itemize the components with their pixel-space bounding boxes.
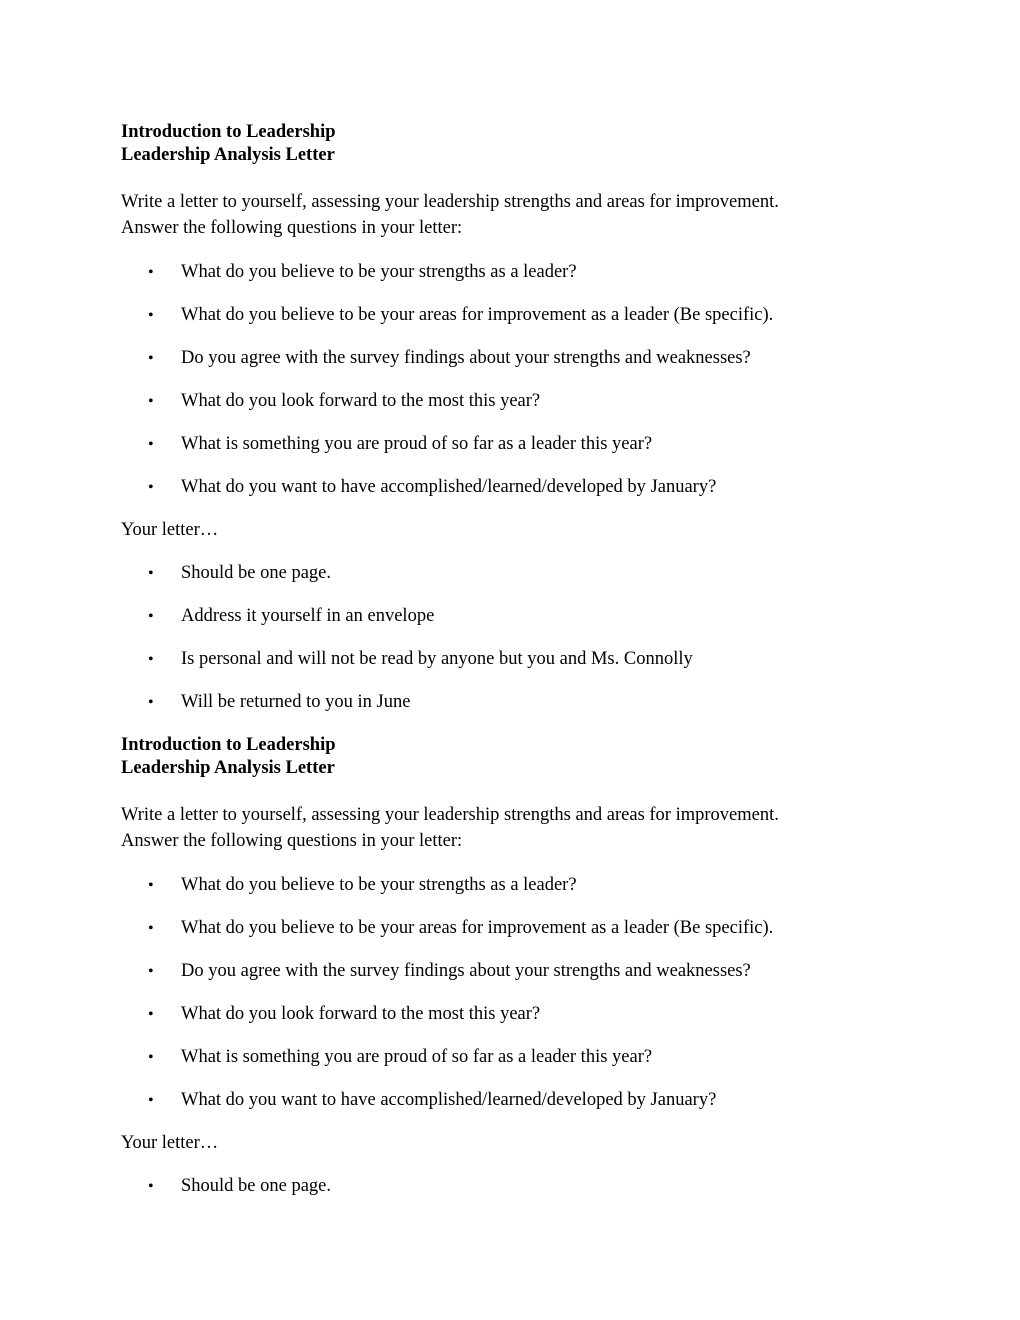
question-text: What do you want to have accomplished/learned/developed by January? [181, 477, 717, 497]
list-item [121, 691, 881, 714]
questions-list [121, 874, 881, 1112]
section-title: Introduction to Leadership [121, 122, 336, 142]
bullet-icon: • [148, 877, 154, 894]
list-item [121, 261, 881, 284]
instructions-paragraph [121, 189, 881, 241]
bullet-icon: • [148, 436, 154, 453]
list-item [121, 1089, 881, 1112]
list-item [121, 347, 881, 370]
bullet-icon: • [148, 1092, 154, 1109]
question-text: What do you look forward to the most this year? [181, 391, 541, 411]
list-item [121, 1175, 881, 1198]
bullet-icon: • [148, 1006, 154, 1023]
bullet-icon: • [148, 393, 154, 410]
instructions-line-2: Answer the following questions in your letter: [121, 831, 463, 851]
bullet-icon: • [148, 307, 154, 324]
list-item [121, 304, 881, 327]
instructions-line-1: Write a letter to yourself, assessing your leadership strengths and areas for improvement. [121, 192, 779, 212]
requirement-text: Address it yourself in an envelope [181, 606, 435, 626]
question-text: What do you believe to be your areas for improvement as a leader (Be specific). [181, 305, 774, 325]
list-item [121, 476, 881, 499]
bullet-icon: • [148, 694, 154, 711]
requirements-list [121, 1175, 881, 1198]
list-item [121, 648, 881, 671]
question-text: What do you want to have accomplished/learned/developed by January? [181, 1090, 717, 1110]
question-text: What is something you are proud of so far as a leader this year? [181, 1047, 653, 1067]
question-text: Do you agree with the survey findings about your strengths and weaknesses? [181, 961, 751, 981]
bullet-icon: • [148, 963, 154, 980]
question-text: What is something you are proud of so far as a leader this year? [181, 434, 653, 454]
bullet-icon: • [148, 1049, 154, 1066]
your-letter-label: Your letter… [121, 520, 219, 540]
question-text: Do you agree with the survey findings about your strengths and weaknesses? [181, 348, 751, 368]
bullet-icon: • [148, 1178, 154, 1195]
requirements-list [121, 562, 881, 714]
list-item [121, 433, 881, 456]
list-item [121, 960, 881, 983]
instructions-paragraph [121, 802, 881, 854]
letter-section-2 [121, 734, 881, 1198]
section-title: Introduction to Leadership [121, 735, 336, 755]
list-item [121, 1003, 881, 1026]
question-text: What do you believe to be your strengths as a leader? [181, 262, 577, 282]
list-item [121, 917, 881, 940]
section-subtitle: Leadership Analysis Letter [121, 758, 335, 778]
requirement-text: Is personal and will not be read by anyone but you and Ms. Connolly [181, 649, 693, 669]
instructions-line-1: Write a letter to yourself, assessing your leadership strengths and areas for improvement. [121, 805, 779, 825]
bullet-icon: • [148, 651, 154, 668]
bullet-icon: • [148, 608, 154, 625]
requirement-text: Should be one page. [181, 1176, 332, 1196]
document-page [121, 121, 881, 1198]
questions-list [121, 261, 881, 499]
list-item [121, 1046, 881, 1069]
your-letter-label: Your letter… [121, 1133, 219, 1153]
requirement-text: Should be one page. [181, 563, 332, 583]
section-subtitle: Leadership Analysis Letter [121, 145, 335, 165]
bullet-icon: • [148, 350, 154, 367]
bullet-icon: • [148, 264, 154, 281]
letter-section-1 [121, 121, 881, 714]
question-text: What do you look forward to the most this year? [181, 1004, 541, 1024]
bullet-icon: • [148, 479, 154, 496]
question-text: What do you believe to be your strengths as a leader? [181, 875, 577, 895]
list-item [121, 874, 881, 897]
instructions-line-2: Answer the following questions in your letter: [121, 218, 463, 238]
list-item [121, 562, 881, 585]
bullet-icon: • [148, 920, 154, 937]
requirement-text: Will be returned to you in June [181, 692, 411, 712]
list-item [121, 605, 881, 628]
bullet-icon: • [148, 565, 154, 582]
question-text: What do you believe to be your areas for improvement as a leader (Be specific). [181, 918, 774, 938]
list-item [121, 390, 881, 413]
